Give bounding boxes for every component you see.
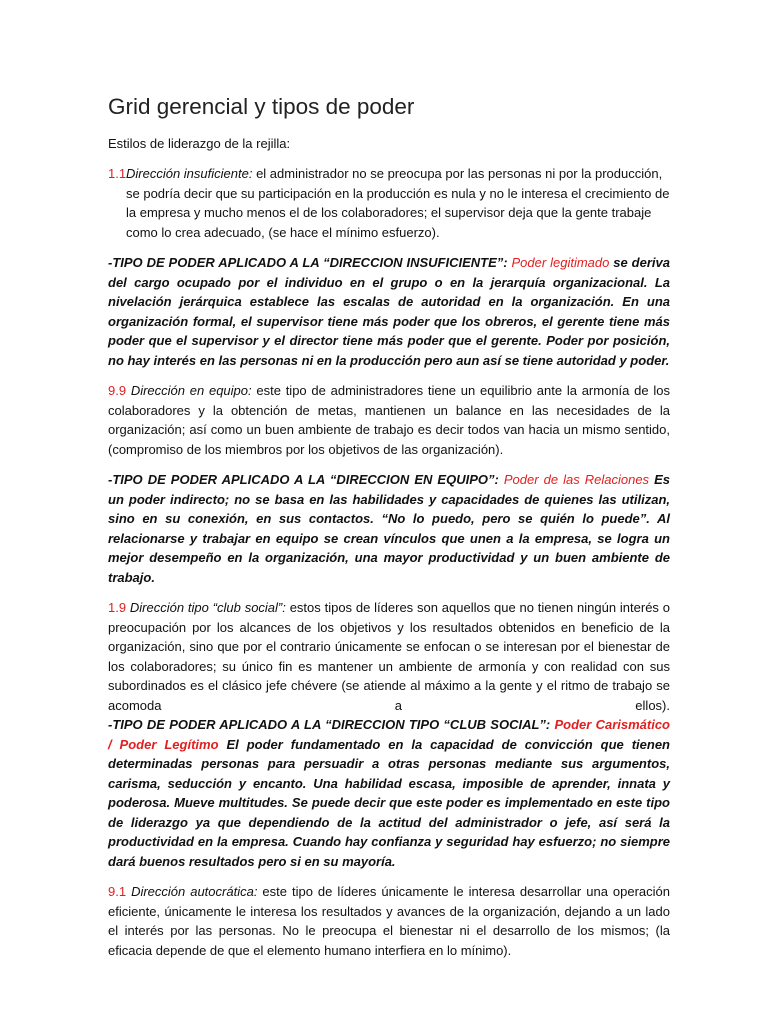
power-body: El poder fundamentado en la capacidad de convicción que tienen determinadas personas para persuadir a otras personas mediante sus argumentos, carisma, seducción y encanto. Una habilidad escasa, imposible de aprender, innata y poderosa. Mueve multitudes. Se puede decir que este poder es implementado en este tipo de liderazgo ya que dependiendo de la actitud del administrador o jefe, así será la productividad en la empresa. Cuando hay confianza y seguridad hay esfuerzo; no siempre dará buenos resultados pero si en su mayoría. xyxy=(108,736,670,869)
section-body: este tipo de administradores tiene un equilibrio ante la armonía de los colaboradores y la obtención de metas, mantienen un balance en las necesidades de la organización; así como un buen ambiente de trabajo es decir todos van hacia un mismo sentido, (compromiso de los miembros por los objetivos de las organización). xyxy=(108,383,670,457)
section-9-1 xyxy=(108,882,670,960)
section-body: el administrador no se preocupa por las personas ni por la producción, se podría decir que su participación en la producción es nula y no le interesa el crecimiento de la empresa y mucho menos el de los colaboradores; el supervisor deja que la gente trabaje como lo crea adecuado, (se hace el mínimo esfuerzo). xyxy=(126,166,670,240)
power-lead: -TIPO DE PODER APLICADO A LA “DIRECCION INSUFICIENTE”: xyxy=(108,255,512,270)
power-lead: -TIPO DE PODER APLICADO A LA “DIRECCION EN EQUIPO”: xyxy=(108,472,504,487)
power-type: Poder Carismático / Poder Legítimo xyxy=(108,717,670,752)
section-heading: Dirección en equipo: xyxy=(130,383,252,398)
section-heading: Dirección tipo “club social”: xyxy=(129,600,286,615)
power-paragraph-1-9 xyxy=(108,715,670,871)
section-number: 1.1 xyxy=(108,166,127,181)
section-1-9 xyxy=(108,598,670,715)
power-lead: -TIPO DE PODER APLICADO A LA “DIRECCION TIPO “CLUB SOCIAL”: xyxy=(108,717,555,732)
power-body: Es un poder indirecto; no se basa en las habilidades y capacidades de quienes las utilizan, sino en su conexión, en sus contactos. “No lo puedo, pero se quién lo puede”. Al relacionarse y trabajar en equipo se crean vínculos que unen a la empresa, se logra un mejor desempeño en la organización, una mayor productividad y un buen ambiente de trabajo. xyxy=(108,472,670,585)
power-type: Poder de las Relaciones xyxy=(503,472,650,487)
power-paragraph-1-1 xyxy=(108,253,670,370)
section-body: estos tipos de líderes son aquellos que no tienen ningún interés o preocupación por los alcances de los objetivos y los resultados obtenidos en beneficio de la organización, sino que por el contrario únicamente se enfocan o se interesan por el bienestar de los colaboradores; su único fin es mantener un ambiente de armonía y con realidad con sus subordinados es el clásico jefe chévere (se atiende al máximo a la gente y el ritmo de trabajo se acomoda a ellos). xyxy=(108,600,670,713)
section-9-9 xyxy=(108,381,670,459)
section-heading: Dirección autocrática: xyxy=(131,884,258,899)
document-title: Grid gerencial y tipos de poder xyxy=(108,94,415,119)
power-type: Poder legitimado xyxy=(511,255,610,270)
section-number: 1.9 xyxy=(108,600,127,615)
section-1-1 xyxy=(108,164,670,242)
section-body: este tipo de líderes únicamente le interesa desarrollar una operación eficiente, únicamente le interesa los resultados y avances de la organización, dejando a un lado el interés por las personas. No le preocupa el bienestar ni el desarrollo de los mismos; (la eficacia depende de que el elemento humano interfiera en lo mínimo). xyxy=(108,884,671,958)
section-number: 9.1 xyxy=(108,884,127,899)
power-paragraph-9-9 xyxy=(108,470,670,587)
power-body: se deriva del cargo ocupado por el individuo en el grupo o en la jerarquía organizacional. La nivelación jerárquica establece las escalas de autoridad en la organización. En una organización formal, el supervisor tiene más poder que los obreros, el gerente tiene más poder que el supervisor y el director tiene más poder que el gerente. Poder por posición, no hay interés en las personas ni en la producción pero aun así se tiene autoridad y poder. xyxy=(108,255,670,368)
section-heading: Dirección insuficiente: xyxy=(126,166,253,181)
section-number: 9.9 xyxy=(108,383,127,398)
subtitle: Estilos de liderazgo de la rejilla: xyxy=(108,136,291,151)
